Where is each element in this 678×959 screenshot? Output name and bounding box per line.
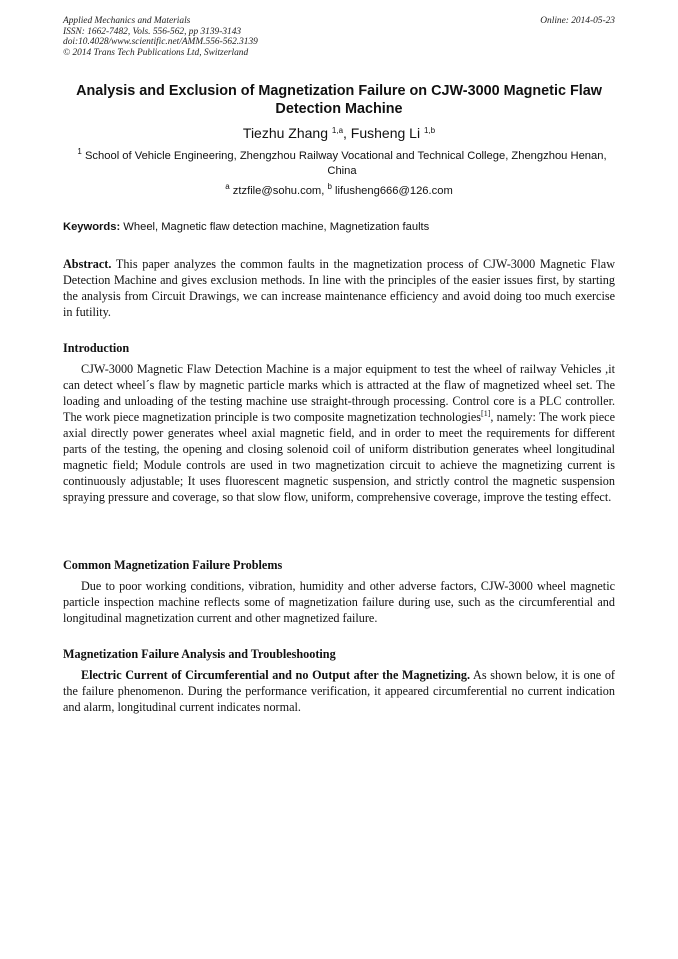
affiliation: [66, 149, 618, 180]
introduction-heading: Introduction: [63, 341, 130, 355]
author-line: [60, 124, 618, 142]
common-failures-heading: Common Magnetization Failure Problems: [63, 558, 283, 572]
analysis-heading: Magnetization Failure Analysis and Troubleshooting: [63, 647, 336, 661]
abstract-label: Abstract.: [63, 257, 112, 271]
journal-header: [63, 16, 615, 58]
analysis-text: As shown below, it is one of the failure phenomenon. During the performance verification, it appeared circumferential no current indication and alarm, longitudinal current indicates normal.: [63, 668, 615, 714]
citation-ref: [1]: [481, 409, 491, 418]
email-a-sup: a: [225, 182, 230, 191]
email-b-sup: b: [327, 182, 332, 191]
analysis-lead: Electric Current of Circumferential and no Output after the Magnetizing.: [81, 668, 471, 682]
keywords-label: Keywords:: [63, 221, 121, 233]
author-separator: ,: [343, 125, 351, 141]
email-line: [60, 184, 618, 199]
introduction-text-1: CJW-3000 Magnetic Flaw Detection Machine is a major equipment to test the wheel of railway Vehicles ,it can detect wheel´s flaw by magnetic particle marks which is attracted at the flaw of magnetized wheel set. The loading and unloading of the testing machine use straight-through processing. Control core is a PLC controller. The work piece magnetization principle is two composite magnetization technologies: [63, 362, 615, 424]
keywords-text: Wheel, Magnetic flaw detection machine, Magnetization faults: [120, 221, 430, 233]
author-2-sup: 1,b: [423, 126, 436, 135]
author-1-name: Tiezhu Zhang: [242, 125, 332, 141]
journal-name: Applied Mechanics and Materials: [63, 16, 191, 26]
online-date: Online: 2014-05-23: [540, 16, 615, 26]
email-b: lifusheng666@126.com: [331, 185, 453, 197]
copyright-line: © 2014 Trans Tech Publications Ltd, Switzerland: [63, 47, 249, 58]
affiliation-text: School of Vehicle Engineering, Zhengzhou Railway Vocational and Technical College, Zhengzhou Henan, China: [81, 150, 607, 178]
author-1-sup: 1,a: [331, 126, 344, 135]
doi-line: doi:10.4028/www.scientific.net/AMM.556-562.3139: [63, 37, 258, 48]
analysis-paragraph: [63, 667, 615, 715]
author-2-name: Fusheng Li: [350, 125, 424, 141]
abstract-text: This paper analyzes the common faults in the magnetization process of CJW-3000 Magnetic Flaw Detection Machine and gives exclusion methods. In line with the principles of the easier issues first, by starting the analysis from Circuit Drawings, we can increase maintenance efficiency and avoid doing too much exercise in futility.: [63, 257, 615, 319]
abstract: [63, 256, 615, 320]
introduction-text-2: , namely: The work piece axial directly power generates wheel axial magnetic field, and in order to meet the requirements for different parts of the testing, the opening and closing solenoid coil of uniform distribution generates wheel longitudinal magnetic field; Module controls are used in two magnetization circuit to achieve the magnetizing current is continuously adjustable; It uses fluorescent magnetic suspension, and strictly control the magnetic suspension spraying pressure and coverage, so that slow flow, uniform, comprehensive coverage, improve the testing effect.: [63, 410, 615, 504]
keywords: [63, 220, 615, 235]
email-a: ztzfile@sohu.com,: [229, 185, 328, 197]
issn-line: ISSN: 1662-7482, Vols. 556-562, pp 3139-3143: [63, 26, 242, 37]
common-failures-paragraph: Due to poor working conditions, vibration, humidity and other adverse factors, CJW-3000 wheel magnetic particle inspection machine reflects some of magnetization failure during use, such as the circumferential and longitudinal magnetization current and other magnetized failure.: [63, 579, 615, 625]
paper-title: Analysis and Exclusion of Magnetization Failure on CJW-3000 Magnetic Flaw Detection Machine: [76, 83, 602, 117]
introduction-paragraph: [63, 361, 615, 505]
affiliation-sup: 1: [77, 147, 82, 156]
